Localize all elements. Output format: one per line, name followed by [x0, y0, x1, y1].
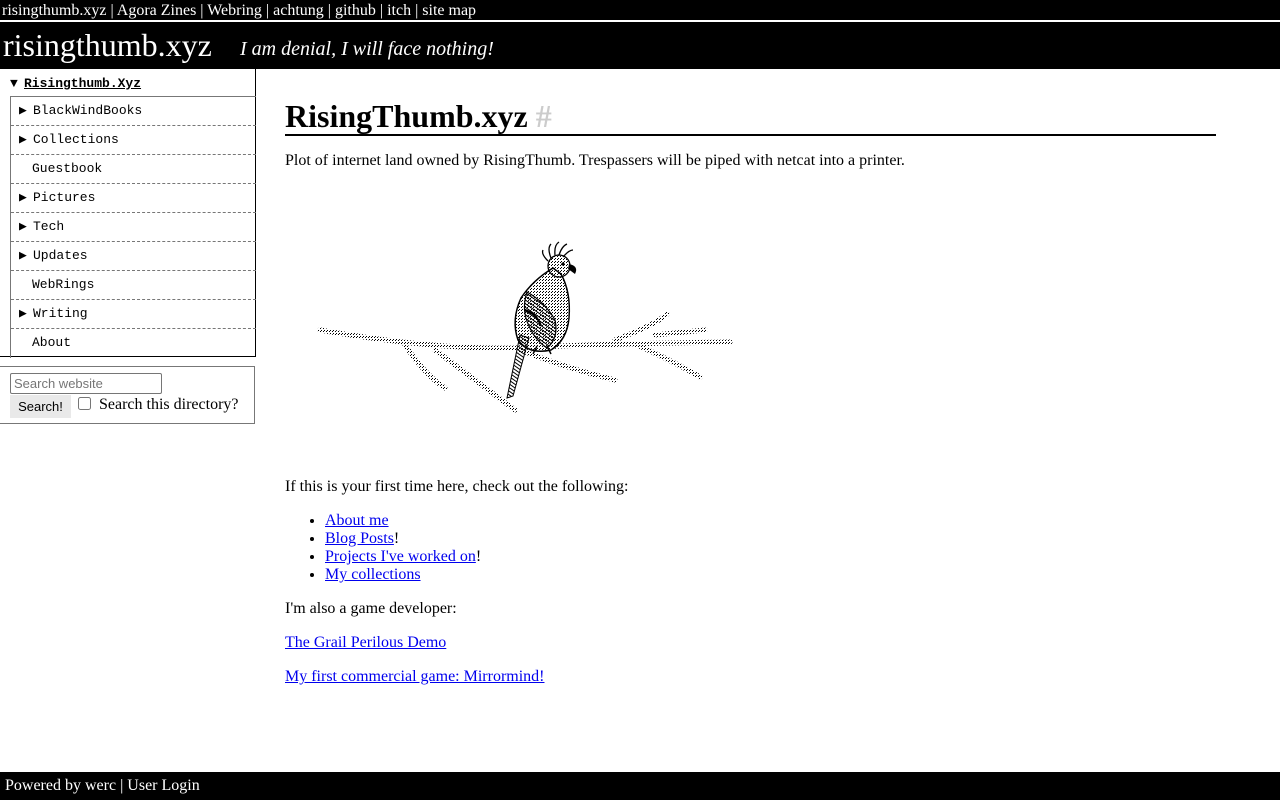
top-link-agora-zines[interactable]: Agora Zines [116, 2, 197, 19]
sidebar-item-tech[interactable] [11, 213, 256, 242]
sidebar-item-label: WebRings [32, 277, 95, 292]
footer-separator: | [120, 777, 124, 794]
site-tagline: I am denial, I will face nothing! [240, 38, 494, 60]
grail-paragraph [285, 634, 446, 652]
page-title-text: RisingThumb.xyz [285, 98, 528, 134]
triangle-right-icon: ▶ [19, 219, 27, 234]
search-directory-checkbox[interactable] [78, 397, 91, 410]
sidebar-nav [0, 69, 256, 357]
page-title [285, 96, 1216, 136]
triangle-right-icon: ▶ [19, 248, 27, 263]
search-button[interactable]: Search! [10, 395, 71, 418]
intro-links-list [285, 512, 481, 584]
sidebar-item-label: BlackWindBooks [33, 103, 143, 118]
powered-by-link[interactable]: Powered by werc [5, 777, 117, 794]
projects-link[interactable]: Projects I've worked on [325, 548, 476, 565]
sidebar-item-label: About [32, 335, 72, 350]
user-login-link[interactable]: User Login [127, 777, 200, 794]
heading-anchor-link[interactable]: # [535, 98, 552, 134]
site-footer [0, 772, 1280, 800]
parrot-on-branch-image [315, 240, 735, 420]
triangle-right-icon: ▶ [19, 103, 27, 118]
sidebar-item-label: Updates [33, 248, 88, 263]
sidebar-item-about[interactable] [11, 329, 256, 358]
blog-posts-link[interactable]: Blog Posts [325, 530, 394, 547]
triangle-right-icon: ▶ [19, 306, 27, 321]
sidebar-item-label: Collections [33, 132, 119, 147]
search-input[interactable] [10, 373, 162, 394]
list-item: • Projects I've worked on! [325, 548, 481, 566]
sidebar-item-webrings[interactable] [11, 271, 256, 300]
sidebar-item-label: Guestbook [32, 161, 103, 176]
sidebar-item-collections[interactable] [11, 126, 256, 155]
triangle-right-icon: ▶ [19, 190, 27, 205]
top-link-webring[interactable]: Webring [207, 2, 262, 19]
sidebar-item-blackwindbooks[interactable] [11, 97, 256, 126]
sidebar-root-link[interactable]: Risingthumb.Xyz [24, 76, 142, 91]
mirrormind-link[interactable]: My first commercial game: Mirrormind! [285, 668, 545, 685]
top-nav-bar: risingthumb.xyz | Agora Zines | Webring | achtung | github | itch | site map [0, 0, 1280, 21]
top-link-site-map[interactable]: site map [422, 2, 477, 19]
search-form [0, 366, 255, 424]
about-me-link[interactable]: About me [325, 512, 389, 529]
triangle-right-icon: ▶ [19, 132, 27, 147]
site-header [0, 22, 1280, 69]
top-link-itch[interactable]: itch [387, 2, 412, 19]
site-title[interactable]: risingthumb.xyz [3, 27, 212, 63]
sidebar-item-label: Pictures [33, 190, 96, 205]
sidebar-item-updates[interactable] [11, 242, 256, 271]
mirrormind-paragraph [285, 668, 544, 686]
first-time-text: If this is your first time here, check out the following: [285, 478, 629, 495]
intro-text: Plot of internet land owned by RisingThumb. Trespassers will be piped with netcat into a printer. [285, 152, 905, 169]
sidebar-tree [10, 96, 256, 358]
grail-perilous-link[interactable]: The Grail Perilous Demo [285, 634, 447, 651]
top-link-achtung[interactable]: achtung [273, 2, 324, 19]
sidebar-item-pictures[interactable] [11, 184, 256, 213]
list-item [325, 512, 481, 530]
gamedev-text: I'm also a game developer: [285, 600, 457, 617]
top-link-github[interactable]: github [334, 2, 376, 19]
sidebar-item-label: Tech [33, 219, 65, 234]
sidebar-root[interactable] [10, 76, 141, 92]
list-item: • Blog Posts! [325, 530, 481, 548]
triangle-down-icon: ▼ [10, 76, 18, 91]
sidebar-item-guestbook[interactable] [11, 155, 256, 184]
search-directory-label: Search this directory? [99, 396, 239, 413]
list-item [325, 566, 481, 584]
sidebar-item-writing[interactable] [11, 300, 256, 329]
collections-link[interactable]: My collections [325, 566, 421, 583]
top-link-risingthumb[interactable]: risingthumb.xyz [2, 2, 107, 19]
sidebar-item-label: Writing [33, 306, 88, 321]
